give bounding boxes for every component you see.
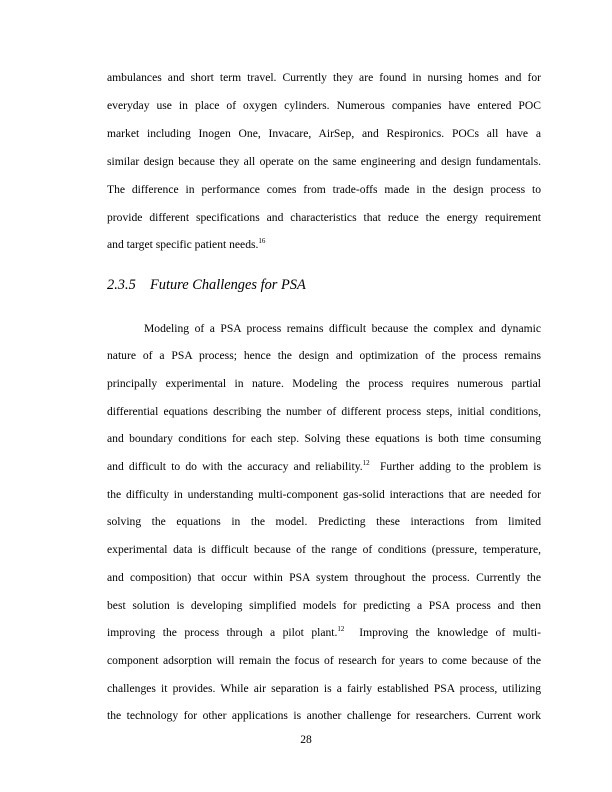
paragraph-1-line-2: everyday use in place of oxygen cylinders. Numerous companies have entered POC	[107, 99, 541, 112]
paragraph-2-line-6-text-a: and difficult to do with the accuracy and reliability.	[107, 460, 363, 473]
paragraph-2-line-7: the difficulty in understanding multi-component gas-solid interactions that are needed for	[107, 488, 541, 501]
paragraph-2-line-9: experimental data is difficult because of the range of conditions (pressure, temperature,	[107, 543, 541, 556]
paragraph-2-line-1: Modeling of a PSA process remains difficult because the complex and dynamic	[144, 322, 541, 335]
paragraph-2-line-13: component adsorption will remain the focus of research for years to come because of the	[107, 654, 541, 667]
paragraph-2-line-11: best solution is developing simplified models for predicting a PSA process and then	[107, 599, 541, 612]
paragraph-1-line-5: The difference in performance comes from trade-offs made in the design process to	[107, 183, 541, 196]
paragraph-1-last-line-text: and target specific patient needs.	[107, 238, 259, 251]
paragraph-2-line-6-text-b: Further adding to the problem is	[369, 460, 542, 473]
paragraph-2-line-3: principally experimental in nature. Modeling the process requires numerous partial	[107, 377, 541, 390]
paragraph-2-line-14: challenges it provides. While air separation is a fairly established PSA process, utilizing	[107, 682, 541, 695]
section-title: Future Challenges for PSA	[150, 277, 306, 293]
paragraph-1-line-1: ambulances and short term travel. Currently they are found in nursing homes and for	[107, 71, 541, 84]
paragraph-2-line-4: differential equations describing the number of different process steps, initial conditions,	[107, 405, 541, 418]
page-number: 28	[300, 733, 312, 746]
paragraph-2-line-10: and composition) that occur within PSA system throughout the process. Currently the	[107, 571, 541, 584]
citation-superscript: 12	[337, 625, 345, 633]
paragraph-1-line-7	[107, 238, 541, 252]
section-heading	[107, 276, 306, 294]
paragraph-1-line-3: market including Inogen One, Invacare, AirSep, and Respironics. POCs all have a	[107, 127, 541, 140]
citation-superscript: 12	[362, 459, 370, 467]
paragraph-2-line-15: the technology for other applications is another challenge for researchers. Current work	[107, 709, 541, 722]
paragraph-2-line-12-text-a: improving the process through a pilot plant.	[107, 626, 338, 639]
citation-superscript: 16	[258, 237, 266, 245]
paragraph-2-line-2: nature of a PSA process; hence the design and optimization of the process remains	[107, 349, 541, 362]
paragraph-2-line-5: and boundary conditions for each step. Solving these equations is both time consuming	[107, 432, 541, 445]
paragraph-1-line-6: provide different specifications and characteristics that reduce the energy requirement	[107, 211, 541, 224]
paragraph-2-line-6	[107, 460, 541, 474]
paragraph-2-line-12-text-b: Improving the knowledge of multi-	[344, 626, 541, 639]
paragraph-2-line-8: solving the equations in the model. Predicting these interactions from limited	[107, 515, 541, 528]
paragraph-2-line-12	[107, 626, 541, 640]
section-number: 2.3.5	[107, 277, 136, 293]
paragraph-1-line-4: similar design because they all operate on the same engineering and design fundamentals.	[107, 155, 541, 168]
